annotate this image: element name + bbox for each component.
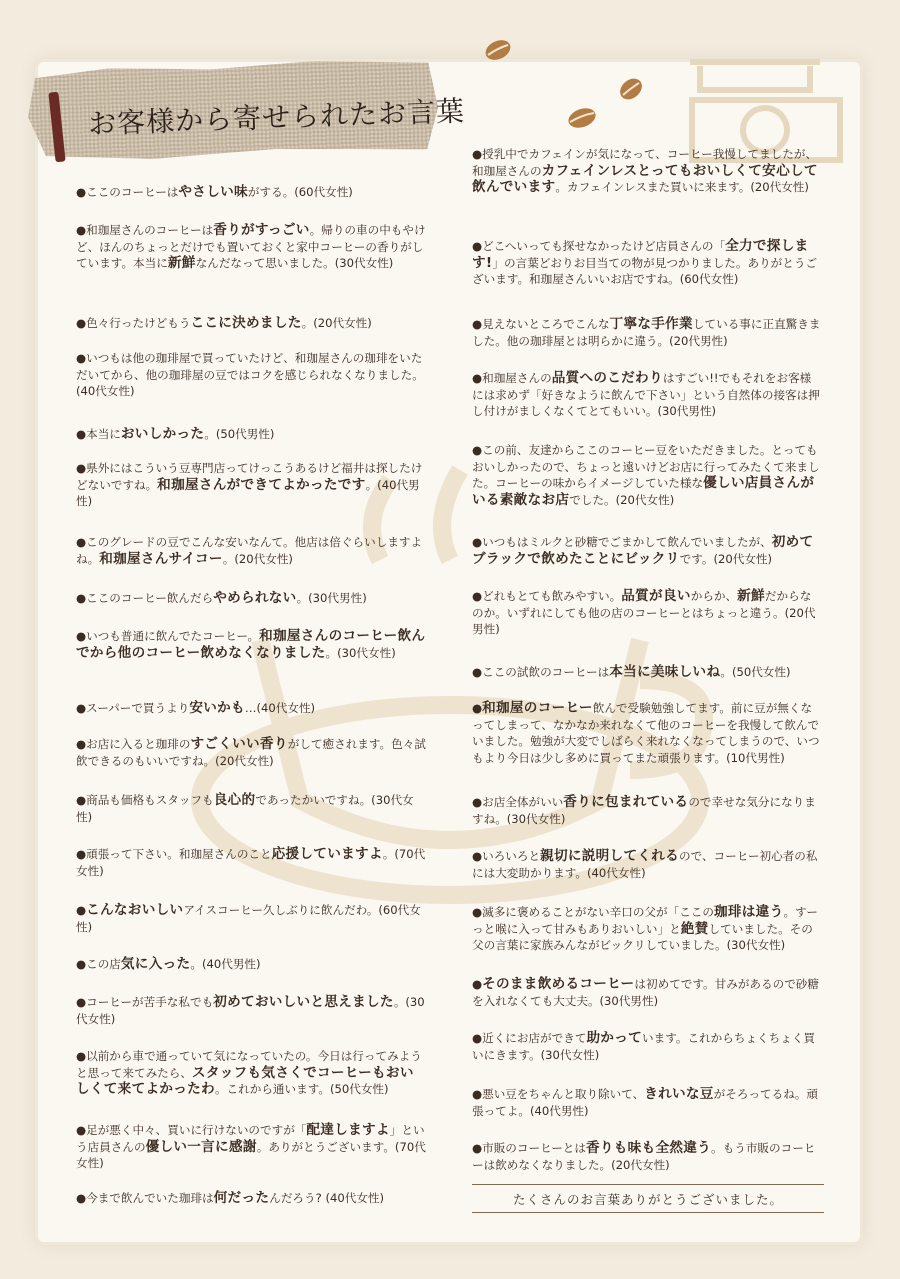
body-text: です。(20代女性) xyxy=(679,551,773,566)
body-text: ●お店に入ると珈琲の xyxy=(76,737,191,751)
body-text: 」の言葉どおりお目当ての物が見つかりました。ありがとうございます。和珈屋さんいいお店ですね。(60代女性) xyxy=(472,255,818,287)
highlight-text: 気に入った xyxy=(120,956,191,972)
testimonial-item xyxy=(472,316,822,349)
body-text: ●和珈屋さんの xyxy=(472,371,552,385)
body-text: ●滅多に褒めることがない辛口の父が「ここの xyxy=(472,905,714,919)
body-text: 。ありがとうございます。(70代女性) xyxy=(76,1139,426,1171)
body-text: ので幸せな気分になりますね。(30代女性) xyxy=(472,795,816,826)
testimonial-item xyxy=(76,994,426,1027)
body-text: ●県外にはこういう豆専門店ってけっこうあるけど福井は探したけどないですね。 xyxy=(76,461,423,492)
highlight-text: 本当に美味しいね xyxy=(609,664,721,680)
testimonial-item xyxy=(76,184,426,201)
highlight-text: 助かって xyxy=(586,1030,643,1046)
highlight-text: そのまま飲めるコーヒー xyxy=(482,976,635,992)
body-text: ● xyxy=(472,977,483,991)
testimonial-item xyxy=(472,794,822,827)
body-text: ●市販のコーヒーとは xyxy=(472,1141,586,1155)
testimonial-item xyxy=(472,534,822,567)
highlight-text: きれいな豆 xyxy=(644,1086,714,1102)
testimonial-item xyxy=(472,1030,822,1063)
body-text: 。もう市販のコーヒーは飲めなくなりました。(20代女性) xyxy=(472,1141,816,1172)
testimonial-item xyxy=(76,590,426,607)
highlight-text: 香りがすっごい xyxy=(213,222,310,238)
footer-rule-top xyxy=(472,1184,824,1185)
testimonial-item xyxy=(76,426,426,443)
highlight-text: やめられない xyxy=(213,590,297,606)
body-text: ●悪い豆をちゃんと取り除いて、 xyxy=(472,1087,645,1101)
body-text: ●いつも普通に飲んでたコーヒー。 xyxy=(76,629,260,643)
highlight-text: 絶賛 xyxy=(680,920,709,937)
body-text: ● xyxy=(76,903,87,917)
body-text: している事に正直驚きました。他の珈琲屋とは明らかに違う。(20代男性) xyxy=(472,317,821,348)
body-text: ●このグレードの豆でこんな安いなんて。他店は倍ぐらいしますよね。 xyxy=(76,535,423,566)
testimonial-item xyxy=(472,664,822,681)
body-text: ●コーヒーが苦手な私でも xyxy=(76,995,214,1009)
body-text: 。(50代女性) xyxy=(720,665,791,679)
body-text: ●ここのコーヒー飲んだら xyxy=(76,591,214,605)
body-text: 飲んで受験勉強してます。前に豆が無くなってしまって、なかなか来れなくて他のコーヒーを我慢して飲んでいました。勉強が大変でしばらく来れなくなってしまうので、いつもより今日は少し多めに買ってまた頑張ります。(10代男性) xyxy=(472,701,820,765)
body-text: ●お店全体がいい xyxy=(472,795,564,809)
body-text: がして癒されます。色々試飲できるのもいいですね。(20代女性) xyxy=(76,737,426,768)
highlight-text: 全力で探します! xyxy=(472,238,809,271)
testimonial-item xyxy=(76,1122,426,1172)
body-text: はすごい!!でもそれをお客様には求めず「好きなように飲んで下さい」という自然体の接客は押し付けがましくなくてとてもいい。(30代男性) xyxy=(472,371,820,419)
testimonial-item xyxy=(76,956,426,973)
body-text: ●どれもとても飲みやすい。 xyxy=(472,589,622,603)
body-text: ●いろいろと xyxy=(472,849,541,863)
highlight-text: 香りも味も全然違う xyxy=(586,1140,712,1156)
title-banner xyxy=(28,64,466,156)
testimonial-item xyxy=(472,442,822,508)
testimonial-item xyxy=(472,904,822,954)
highlight-text: 和珈屋さんサイコー xyxy=(99,550,223,567)
footer-message: たくさんのお言葉ありがとうございました。 xyxy=(512,1192,783,1207)
highlight-text: 初めてブラックで飲めたことにビックリ xyxy=(472,534,814,567)
testimonial-item xyxy=(472,1140,822,1173)
body-text: ●足が悪く中々、買いに行けないのですが「 xyxy=(76,1123,307,1137)
body-text: ●授乳中でカフェインが気になって、コーヒー我慢してましたが、和珈屋さんの xyxy=(472,147,818,178)
body-text: 。(30代男性) xyxy=(296,591,367,605)
testimonial-item xyxy=(76,315,426,332)
body-text: 。これから通います。(50代女性) xyxy=(214,1082,389,1097)
highlight-text: 初めておいしいと思えました xyxy=(213,994,394,1010)
testimonial-item xyxy=(76,902,426,935)
body-text: 。(40代男性) xyxy=(190,957,261,971)
highlight-text: 親切に説明してくれる xyxy=(540,848,680,864)
highlight-text: 新鮮 xyxy=(167,255,196,272)
body-text: であったかいですね。(30代女性) xyxy=(76,793,414,824)
body-text: がする。(60代女性) xyxy=(247,185,353,199)
highlight-text: 和珈屋のコーヒー xyxy=(482,700,593,716)
body-text: ●頑張って下さい。和珈屋さんのこと xyxy=(76,847,272,861)
body-text: 。カフェインレスまた買いに来ます。(20代女性) xyxy=(555,180,809,195)
testimonial-item xyxy=(472,1086,822,1119)
body-text: ●商品も価格もスタッフも xyxy=(76,793,214,807)
highlight-text: 良心的 xyxy=(213,792,256,808)
body-text: でした。(20代女性) xyxy=(569,492,675,507)
body-text: ●ここのコーヒーは xyxy=(76,185,179,199)
testimonial-item xyxy=(472,848,822,881)
testimonial-item xyxy=(472,238,822,288)
body-text: ●今まで飲んでいた珈琲は xyxy=(76,1191,214,1205)
highlight-text: 何だった xyxy=(213,1190,270,1206)
body-text: ●どこへいっても探せなかったけど店員さんの「 xyxy=(472,239,726,253)
testimonial-item xyxy=(76,846,426,879)
body-text: 。(50代男性) xyxy=(204,427,275,441)
body-text: ●ここの試飲のコーヒーは xyxy=(472,665,610,679)
body-text: ●この店 xyxy=(76,957,121,971)
body-text: ●いつもはミルクと砂糖でごまかして飲んでいましたが、 xyxy=(472,535,772,549)
body-text: ●色々行ったけどもう xyxy=(76,316,191,330)
testimonial-item xyxy=(76,534,426,567)
testimonial-item xyxy=(472,588,822,638)
highlight-text: ここに決めました xyxy=(190,315,302,331)
body-text: なんだなって思いました。(30代女性) xyxy=(195,256,394,271)
body-text: 。帰りの車の中もやけど、ほんのちょっとだけでも置いておくと家中コーヒーの香りがしています。本当に xyxy=(76,223,426,271)
testimonial-item xyxy=(472,976,822,1009)
testimonial-item xyxy=(76,1190,426,1207)
testimonial-item xyxy=(472,700,822,766)
testimonial-item xyxy=(76,1048,426,1098)
testimonial-item xyxy=(76,350,426,400)
body-text: 。(20代女性) xyxy=(301,316,372,330)
body-text: ●スーパーで買うより xyxy=(76,701,190,715)
footer-rule-bottom xyxy=(472,1212,824,1213)
body-text: 」という店員さんの xyxy=(76,1123,425,1154)
highlight-text: 新鮮 xyxy=(737,588,765,604)
body-text: 。すーっと喉に入って甘みもありおいしい」と xyxy=(472,905,818,936)
highlight-text: 応援していますよ xyxy=(271,846,383,862)
highlight-text: 珈琲は違う xyxy=(714,904,784,920)
highlight-text: 品質へのこだわり xyxy=(551,370,663,386)
body-text: ●本当に xyxy=(76,427,121,441)
body-text: からか、 xyxy=(690,589,738,603)
body-text: ●近くにお店ができて xyxy=(472,1031,587,1045)
testimonial-item xyxy=(472,146,822,196)
testimonial-item xyxy=(76,460,426,510)
testimonial-item xyxy=(472,370,822,420)
body-text: ●いつもは他の珈琲屋で買っていたけど、和珈屋さんの珈琲をいただいてから、他の珈琲屋の豆ではコクを感じられなくなりました。(40代女性) xyxy=(76,351,424,399)
highlight-text: おいしかった xyxy=(120,426,205,442)
body-text: 。(20代女性) xyxy=(222,551,293,566)
highlight-text: 和珈屋さんができてよかったです xyxy=(157,476,366,493)
body-text: ● xyxy=(472,701,483,715)
body-text: ので、コーヒー初心者の私には大変助かります。(40代女性) xyxy=(472,849,818,880)
highlight-text: こんなおいしい xyxy=(86,902,184,918)
body-text: アイスコーヒー久しぶりに飲んだわ。(60代女性) xyxy=(76,903,421,934)
body-text: …(40代女性) xyxy=(244,701,316,715)
highlight-text: 香りに包まれている xyxy=(563,794,689,810)
testimonial-item xyxy=(76,792,426,825)
testimonial-item xyxy=(76,700,426,717)
testimonial-item xyxy=(76,736,426,769)
body-text: ●和珈屋さんのコーヒーは xyxy=(76,223,214,237)
body-text: ●この前、友達からここのコーヒー豆をいただきました。とってもおいしかったので、ちょっと遠いけどお店に行ってみたくて来ました。コーヒーの味からイメージしていた様な xyxy=(472,443,820,491)
highlight-text: 丁寧な手作業 xyxy=(609,316,693,332)
highlight-text: 配達しますよ xyxy=(306,1122,390,1138)
highlight-text: カフェインレスとってもおいしくて安心して飲んでいます xyxy=(472,162,818,196)
highlight-text: 品質が良い xyxy=(621,588,691,604)
body-text: います。これからちょくちょく買いにきます。(30代女性) xyxy=(472,1031,816,1062)
body-text: 。(40代男性) xyxy=(76,477,420,509)
body-text: ●見えないところでこんな xyxy=(472,317,610,331)
body-text: 。(30代女性) xyxy=(76,995,425,1026)
highlight-text: 優しい一言に感謝 xyxy=(145,1138,257,1155)
body-text: がそろってるね。頑張ってよ。(40代男性) xyxy=(472,1087,819,1118)
testimonial-item xyxy=(76,628,426,661)
page-title: お客様から寄せられたお言葉 xyxy=(87,94,466,141)
highlight-text: 和珈屋さんのコーヒー飲んでから他のコーヒー飲めなくなりました xyxy=(76,628,426,661)
testimonial-item xyxy=(76,222,426,272)
body-text: んだろう? (40代女性) xyxy=(269,1191,385,1205)
body-text: 。(70代女性) xyxy=(76,847,426,878)
body-text: 。(30代女性) xyxy=(325,645,396,660)
body-text: だからなのか。いずれにしても他の店のコーヒーとはちょっと違う。(20代男性) xyxy=(472,589,816,637)
highlight-text: スタッフも気さくでコーヒーもおいしくて来てよかったわ xyxy=(76,1064,414,1098)
body-text: は初めてです。甘みがあるので砂糖を入れなくても大丈夫。(30代男性) xyxy=(472,977,819,1008)
highlight-text: 安いかも xyxy=(189,700,245,716)
highlight-text: 優しい店員さんがいる素敵なお店 xyxy=(472,475,815,508)
body-text: ●以前から車で通っていて気になっていたの。今日は行ってみようと思って来てみたら、 xyxy=(76,1049,422,1080)
body-text: していました。その父の言葉に家族みんながビックリしていました。(30代女性) xyxy=(472,921,813,953)
highlight-text: やさしい味 xyxy=(178,184,248,200)
highlight-text: すごくいい香り xyxy=(190,736,288,752)
